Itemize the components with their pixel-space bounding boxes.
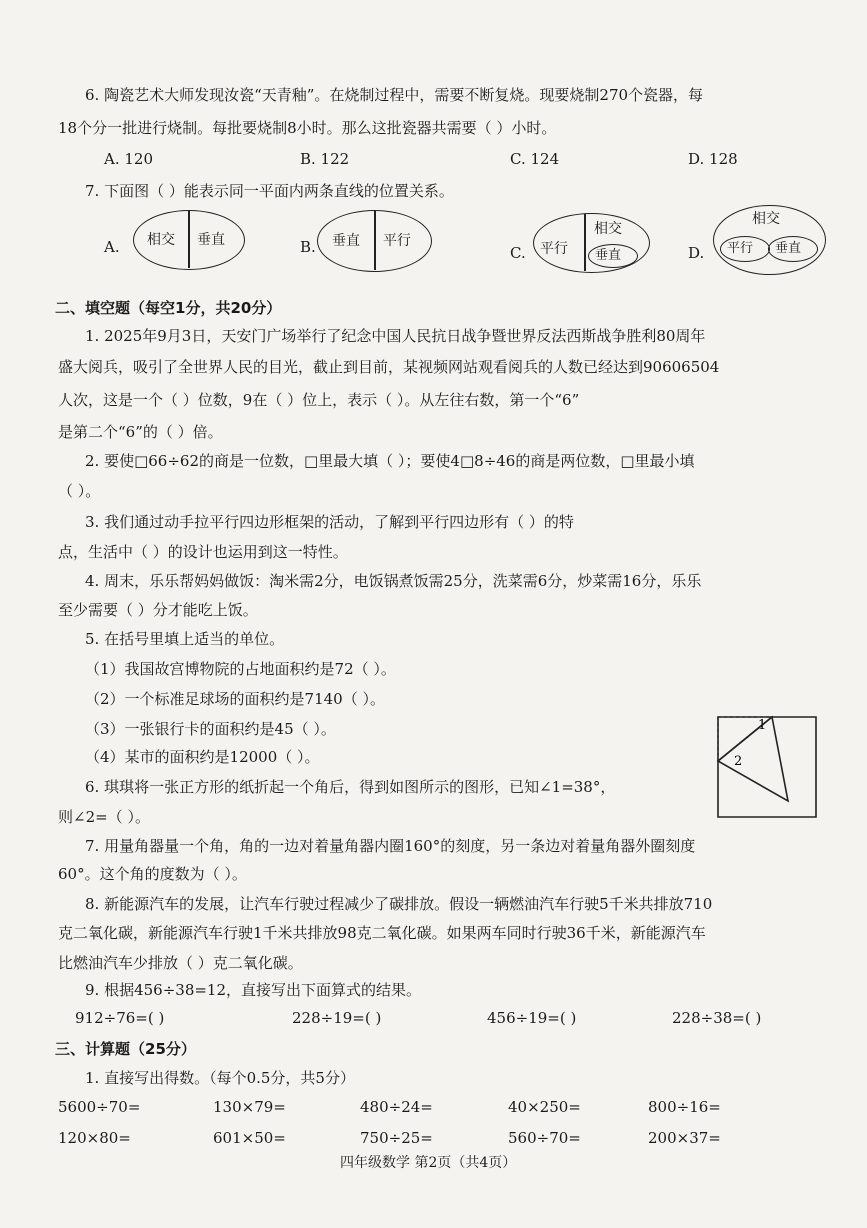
q7-option-a-label: A. [104,238,120,256]
s2-q5-item4: （4）某市的面积约是12000（ ）。 [85,748,320,766]
s3-row1-item2: 130×79= [213,1098,286,1116]
s2-q9-item1: 912÷76=( ) [75,1009,165,1027]
s2-q3-line2: 点，生活中（ ）的设计也运用到这一特性。 [58,543,348,561]
q7-option-b-label: B. [300,238,316,256]
s2-q7-line1: 7. 用量角器量一个角，角的一边对着量角器内圈160°的刻度，另一条边对着量角器外圈刻度 [85,837,696,855]
q7-d-inner-left-ellipse [720,236,770,262]
q7-d-inner-left-text: 平行 [727,241,754,256]
q6-option-b: B. 122 [300,150,350,168]
s2-q1-line2: 盛大阅兵，吸引了全世界人民的目光，截止到目前，某视频网站观看阅兵的人数已经达到90606504 [58,358,720,376]
s3-row1-item4: 40×250= [508,1098,581,1116]
s2-q7-line2: 60°。这个角的度数为（ ）。 [58,865,247,883]
q6-mc-line2: 18个分一批进行烧制。每批要烧制8小时。那么这批瓷器共需要（ ）小时。 [58,119,557,137]
q7-option-d-label: D. [688,244,705,262]
q6-option-c: C. 124 [510,150,560,168]
s2-q9-item2: 228÷19=( ) [292,1009,382,1027]
s3-row1-item3: 480÷24= [360,1098,433,1116]
s2-q8-line2: 克二氧化碳，新能源汽车行驶1千米共排放98克二氧化碳。如果两车同时行驶36千米，新能源汽车 [58,924,706,942]
q7-c-divider [584,214,586,271]
s2-q1-line1: 1. 2025年9月3日，天安门广场举行了纪念中国人民抗日战争暨世界反法西斯战争胜利80周年 [85,327,706,345]
s2-q8-line1: 8. 新能源汽车的发展，让汽车行驶过程减少了碳排放。假设一辆燃油汽车行驶5千米共排放710 [85,895,713,913]
q7-b-ellipse [317,210,432,272]
q6-mc-line1: 6. 陶瓷艺术大师发现汝瓷“天青釉”。在烧制过程中，需要不断复烧。现要烧制270个瓷器，每 [85,86,704,104]
page-footer: 四年级数学 第2页（共4页） [340,1155,517,1171]
s2-q2-line2: （ ）。 [58,482,101,500]
q7-a-right-text: 垂直 [197,232,225,248]
q7-c-left-text: 平行 [540,241,568,257]
q7-mc-stem: 7. 下面图（ ）能表示同一平面内两条直线的位置关系。 [85,182,454,200]
s2-q4-line2: 至少需要（ ）分才能吃上饭。 [58,601,258,619]
s3-row2-item2: 601×50= [213,1129,286,1147]
q7-d-inner-right-ellipse [768,236,818,262]
s2-q5-item1: （1）我国故宫博物院的占地面积约是72（ ）。 [85,660,396,678]
q7-d-ellipse [713,205,826,275]
s3-row2-item5: 200×37= [648,1129,721,1147]
s2-q9-stem: 9. 根据456÷38=12，直接写出下面算式的结果。 [85,981,422,999]
s2-q5-item3: （3）一张银行卡的面积约是45（ ）。 [85,720,336,738]
q6-option-d: D. 128 [688,150,738,168]
s2-q2-line1: 2. 要使□66÷62的商是一位数，□里最大填（ ）；要使4□8÷46的商是两位数，□里最小填 [85,452,695,470]
q7-b-left-text: 垂直 [332,233,360,249]
q7-d-inner-right-text: 垂直 [775,241,802,256]
s3-row2-item1: 120×80= [58,1129,131,1147]
s3-row1-item5: 800÷16= [648,1098,721,1116]
q7-b-right-text: 平行 [383,233,411,249]
q7-c-bottom-text: 垂直 [595,248,622,263]
q7-a-left-text: 相交 [147,232,175,248]
s3-row2-item4: 560÷70= [508,1129,581,1147]
folded-flap [718,717,788,801]
q7-c-inner-ellipse [588,244,638,268]
q7-b-divider [374,211,376,270]
s3-q1-stem: 1. 直接写出得数。（每个0.5分，共5分） [85,1069,355,1087]
s2-q9-item3: 456÷19=( ) [487,1009,577,1027]
s2-q5-stem: 5. 在括号里填上适当的单位。 [85,630,285,648]
q7-c-top-text: 相交 [594,221,622,237]
s2-q6-line2: 则∠2=（ ）。 [58,808,150,826]
s2-q6-line1: 6. 琪琪将一张正方形的纸折起一个角后，得到如图所示的图形，已知∠1=38°， [85,778,616,796]
q6-option-a: A. 120 [104,150,153,168]
s3-row2-item3: 750÷25= [360,1129,433,1147]
angle-2-label: 2 [734,754,743,769]
s2-q9-item4: 228÷38=( ) [672,1009,762,1027]
section2-title: 二、填空题（每空1分，共20分） [55,299,282,317]
section3-title: 三、计算题（25分） [55,1040,196,1058]
s2-q5-item2: （2）一个标准足球场的面积约是7140（ ）。 [85,690,385,708]
s2-q8-line3: 比燃油汽车少排放（ ）克二氧化碳。 [58,954,303,972]
s2-q1-line3: 人次，这是一个（ ）位数，9在（ ）位上，表示（ ）。从左往右数，第一个“6” [58,391,580,409]
q7-a-divider [188,211,190,268]
angle-1-label: 1 [758,718,767,733]
q7-c-ellipse [533,213,650,273]
q7-option-c-label: C. [510,244,526,262]
s2-q1-line4: 是第二个“6”的（ ）倍。 [58,423,223,441]
q7-a-ellipse [133,210,245,270]
s2-q4-line1: 4. 周末，乐乐帮妈妈做饭：淘米需2分，电饭锅煮饭需25分，洗菜需6分，炒菜需16分，乐乐 [85,572,702,590]
q7-d-top-text: 相交 [752,211,780,227]
folded-paper-figure [712,713,828,821]
s3-row1-item1: 5600÷70= [58,1098,141,1116]
s2-q3-line1: 3. 我们通过动手拉平行四边形框架的活动，了解到平行四边形有（ ）的特 [85,513,574,531]
